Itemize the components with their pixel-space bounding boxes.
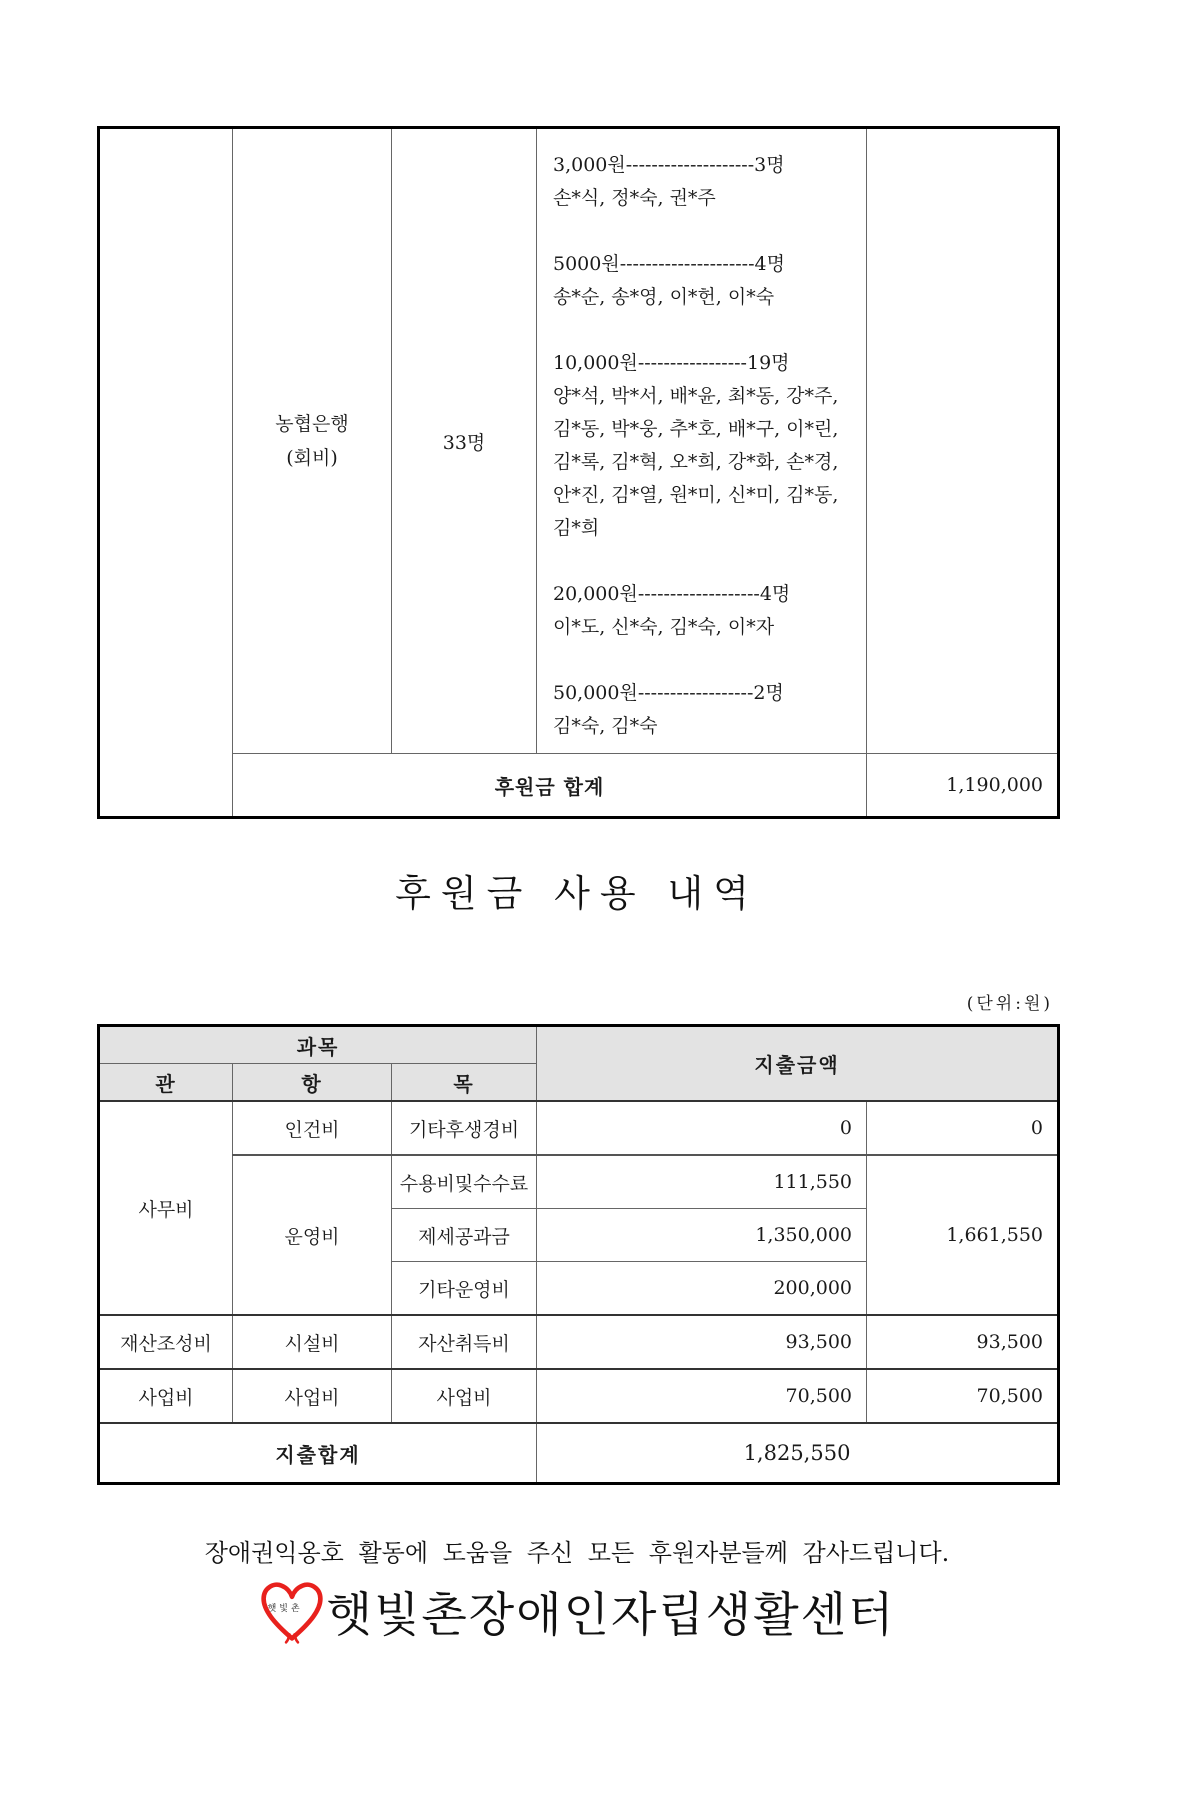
- page-title: 후원금 사용 내역: [395, 872, 759, 915]
- unit-note: (단위:원): [966, 994, 1053, 1014]
- expense-amount: 1,350,000: [537, 1209, 867, 1262]
- expense-gwan: 사업비: [99, 1369, 233, 1423]
- donation-amount-line: 3,000원--------------------3명: [553, 154, 785, 176]
- heart-logo-text: 햇빛촌: [267, 1603, 303, 1614]
- donation-total-label: 후원금 합계: [233, 754, 867, 818]
- expense-hang: 시설비: [233, 1315, 392, 1369]
- header-hang: 항: [233, 1064, 392, 1102]
- bank-name: 농협은행: [275, 413, 349, 435]
- expense-amount: 111,550: [537, 1155, 867, 1209]
- donation-amount-line: 50,000원------------------2명: [553, 682, 784, 704]
- bank-sub: (회비): [286, 447, 338, 469]
- donor-count-cell: 33명: [392, 128, 537, 754]
- expense-mok: 제세공과금: [392, 1209, 537, 1262]
- expense-amount: 70,500: [537, 1369, 867, 1423]
- donation-names: 이*도, 신*숙, 김*숙, 이*자: [553, 616, 775, 638]
- header-mok: 목: [392, 1064, 537, 1102]
- donation-total-amount: 1,190,000: [867, 754, 1059, 818]
- expense-mok: 자산취득비: [392, 1315, 537, 1369]
- donation-amount-line: 20,000원-------------------4명: [553, 583, 791, 605]
- expense-total-amount: 1,825,550: [537, 1423, 1059, 1484]
- donation-category-cell: [99, 128, 233, 818]
- donation-table: [97, 126, 1060, 819]
- document-page: [0, 126, 1190, 1808]
- donation-amount-blank-cell: [867, 128, 1059, 754]
- expense-mok: 기타후생경비: [392, 1101, 537, 1155]
- expense-amount: 200,000: [537, 1262, 867, 1316]
- expense-subtotal: 0: [867, 1101, 1059, 1155]
- donation-names: 양*석, 박*서, 배*윤, 최*동, 강*주, 김*동, 박*웅, 추*호, 배*구, 이*린, 김*록, 김*혁, 오*희, 강*화, 손*경, 안*진, 김*열, 원*미, 신*미, 김*동, 김*희: [553, 385, 839, 539]
- donation-group: [553, 578, 856, 644]
- expense-table: [97, 1024, 1060, 1485]
- donation-group: [553, 248, 856, 314]
- header-amount: 지출금액: [537, 1026, 1059, 1102]
- expense-subtotal: 93,500: [867, 1315, 1059, 1369]
- donation-group: [553, 149, 856, 215]
- header-gwan: 관: [99, 1064, 233, 1102]
- donation-names: 김*숙, 김*숙: [553, 715, 658, 737]
- donation-bank-cell: [233, 128, 392, 754]
- header-subject: 과목: [99, 1026, 537, 1064]
- donation-amount-line: 10,000원-----------------19명: [553, 352, 790, 374]
- heart-logo-icon: [259, 1579, 325, 1645]
- expense-amount: 0: [537, 1101, 867, 1155]
- expense-amount: 93,500: [537, 1315, 867, 1369]
- page-content: [97, 126, 1057, 1645]
- donation-group: [553, 677, 856, 743]
- org-signature: [97, 1578, 1057, 1645]
- org-name: 햇빛촌장애인자립생활센터: [326, 1588, 896, 1643]
- expense-hang: 사업비: [233, 1369, 392, 1423]
- expense-gwan: 사무비: [99, 1101, 233, 1315]
- thanks-message: 장애권익옹호 활동에 도움을 주신 모든 후원자분들께 감사드립니다.: [204, 1539, 950, 1567]
- expense-hang: 운영비: [233, 1155, 392, 1315]
- donation-names: 손*식, 정*숙, 권*주: [553, 187, 716, 209]
- expense-mok: 기타운영비: [392, 1262, 537, 1316]
- donation-names: 송*순, 송*영, 이*헌, 이*숙: [553, 286, 775, 308]
- expense-subtotal: 70,500: [867, 1369, 1059, 1423]
- expense-mok: 수용비및수수료: [392, 1155, 537, 1209]
- expense-mok: 사업비: [392, 1369, 537, 1423]
- expense-gwan: 재산조성비: [99, 1315, 233, 1369]
- donation-group: [553, 347, 856, 545]
- expense-subtotal: 1,661,550: [867, 1155, 1059, 1315]
- donation-amount-line: 5000원---------------------4명: [553, 253, 785, 275]
- expense-hang: 인건비: [233, 1101, 392, 1155]
- donor-details-cell: [537, 128, 867, 754]
- expense-total-label: 지출합계: [99, 1423, 537, 1484]
